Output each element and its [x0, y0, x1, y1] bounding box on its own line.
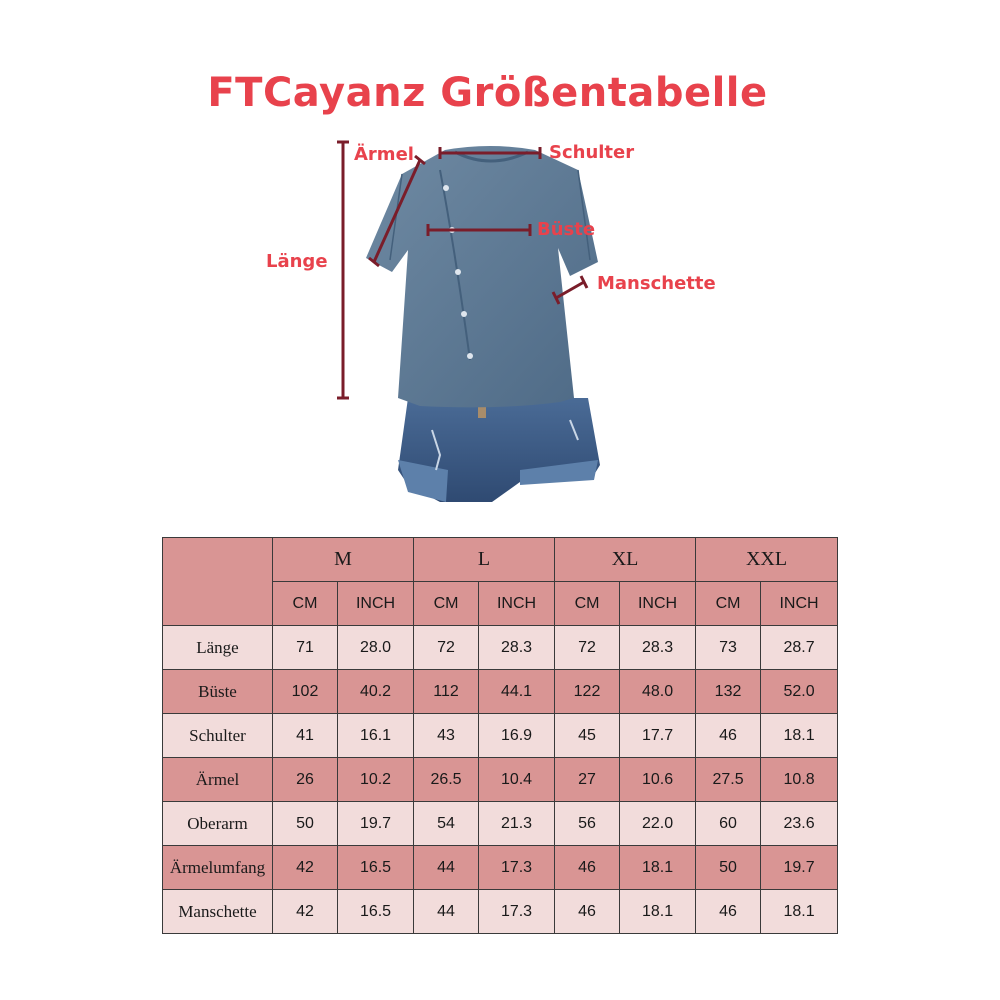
shirt-image	[366, 146, 598, 407]
size-m-header: M	[273, 538, 414, 582]
table-cell: 50	[273, 802, 338, 846]
table-cell: 27.5	[696, 758, 761, 802]
shorts-image	[398, 398, 600, 502]
unit-header-inch: INCH	[761, 582, 838, 626]
label-aermel: Ärmel	[354, 144, 414, 165]
table-cell: 23.6	[761, 802, 838, 846]
table-cell: 26	[273, 758, 338, 802]
size-xxl-header: XXL	[696, 538, 838, 582]
unit-header-inch: INCH	[338, 582, 414, 626]
table-cell: 44	[414, 846, 479, 890]
row-label: Ärmel	[163, 758, 273, 802]
unit-header-cm: CM	[414, 582, 479, 626]
table-cell: 71	[273, 626, 338, 670]
table-cell: 44	[414, 890, 479, 934]
row-label: Ärmelumfang	[163, 846, 273, 890]
table-cell: 17.7	[620, 714, 696, 758]
table-row	[163, 714, 838, 758]
row-label: Oberarm	[163, 802, 273, 846]
corner-cell	[163, 538, 273, 626]
size-l-header: L	[414, 538, 555, 582]
table-cell: 21.3	[479, 802, 555, 846]
table-row	[163, 626, 838, 670]
label-laenge: Länge	[266, 251, 328, 272]
table-cell: 22.0	[620, 802, 696, 846]
label-schulter: Schulter	[549, 142, 635, 163]
unit-header-inch: INCH	[479, 582, 555, 626]
table-cell: 42	[273, 846, 338, 890]
row-label: Schulter	[163, 714, 273, 758]
table-cell: 42	[273, 890, 338, 934]
table-cell: 46	[696, 714, 761, 758]
size-xl-header: XL	[555, 538, 696, 582]
table-cell: 54	[414, 802, 479, 846]
table-cell: 10.8	[761, 758, 838, 802]
table-cell: 19.7	[761, 846, 838, 890]
table-cell: 18.1	[620, 846, 696, 890]
table-cell: 28.3	[479, 626, 555, 670]
size-table	[162, 537, 838, 934]
table-cell: 43	[414, 714, 479, 758]
table-cell: 46	[555, 890, 620, 934]
table-cell: 10.2	[338, 758, 414, 802]
table-cell: 18.1	[761, 714, 838, 758]
unit-header-inch: INCH	[620, 582, 696, 626]
table-row	[163, 670, 838, 714]
unit-header-cm: CM	[273, 582, 338, 626]
table-cell: 19.7	[338, 802, 414, 846]
row-label: Manschette	[163, 890, 273, 934]
table-row	[163, 758, 838, 802]
row-label: Länge	[163, 626, 273, 670]
table-cell: 28.3	[620, 626, 696, 670]
table-cell: 28.0	[338, 626, 414, 670]
table-row	[163, 846, 838, 890]
table-row	[163, 890, 838, 934]
table-cell: 46	[696, 890, 761, 934]
table-cell: 28.7	[761, 626, 838, 670]
unit-header-cm: CM	[555, 582, 620, 626]
table-cell: 16.5	[338, 846, 414, 890]
table-cell: 16.1	[338, 714, 414, 758]
table-cell: 17.3	[479, 890, 555, 934]
table-cell: 27	[555, 758, 620, 802]
garment-diagram	[0, 130, 1000, 510]
table-cell: 16.5	[338, 890, 414, 934]
table-cell: 45	[555, 714, 620, 758]
label-manschette: Manschette	[597, 273, 716, 294]
table-cell: 44.1	[479, 670, 555, 714]
table-cell: 50	[696, 846, 761, 890]
label-bueste: Büste	[537, 219, 596, 240]
table-cell: 46	[555, 846, 620, 890]
table-cell: 18.1	[761, 890, 838, 934]
table-cell: 16.9	[479, 714, 555, 758]
table-cell: 73	[696, 626, 761, 670]
unit-header-cm: CM	[696, 582, 761, 626]
table-cell: 52.0	[761, 670, 838, 714]
table-cell: 122	[555, 670, 620, 714]
size-header-row	[163, 538, 838, 582]
table-cell: 72	[555, 626, 620, 670]
table-cell: 41	[273, 714, 338, 758]
table-cell: 10.4	[479, 758, 555, 802]
table-row	[163, 802, 838, 846]
garment-illustration	[0, 130, 1000, 510]
row-label: Büste	[163, 670, 273, 714]
table-cell: 17.3	[479, 846, 555, 890]
table-cell: 40.2	[338, 670, 414, 714]
page-title: FTCayanz Größentabelle	[207, 70, 768, 116]
table-cell: 56	[555, 802, 620, 846]
table-cell: 112	[414, 670, 479, 714]
table-cell: 26.5	[414, 758, 479, 802]
table-cell: 60	[696, 802, 761, 846]
table-cell: 10.6	[620, 758, 696, 802]
table-cell: 18.1	[620, 890, 696, 934]
table-cell: 48.0	[620, 670, 696, 714]
table-cell: 132	[696, 670, 761, 714]
table-cell: 102	[273, 670, 338, 714]
table-cell: 72	[414, 626, 479, 670]
